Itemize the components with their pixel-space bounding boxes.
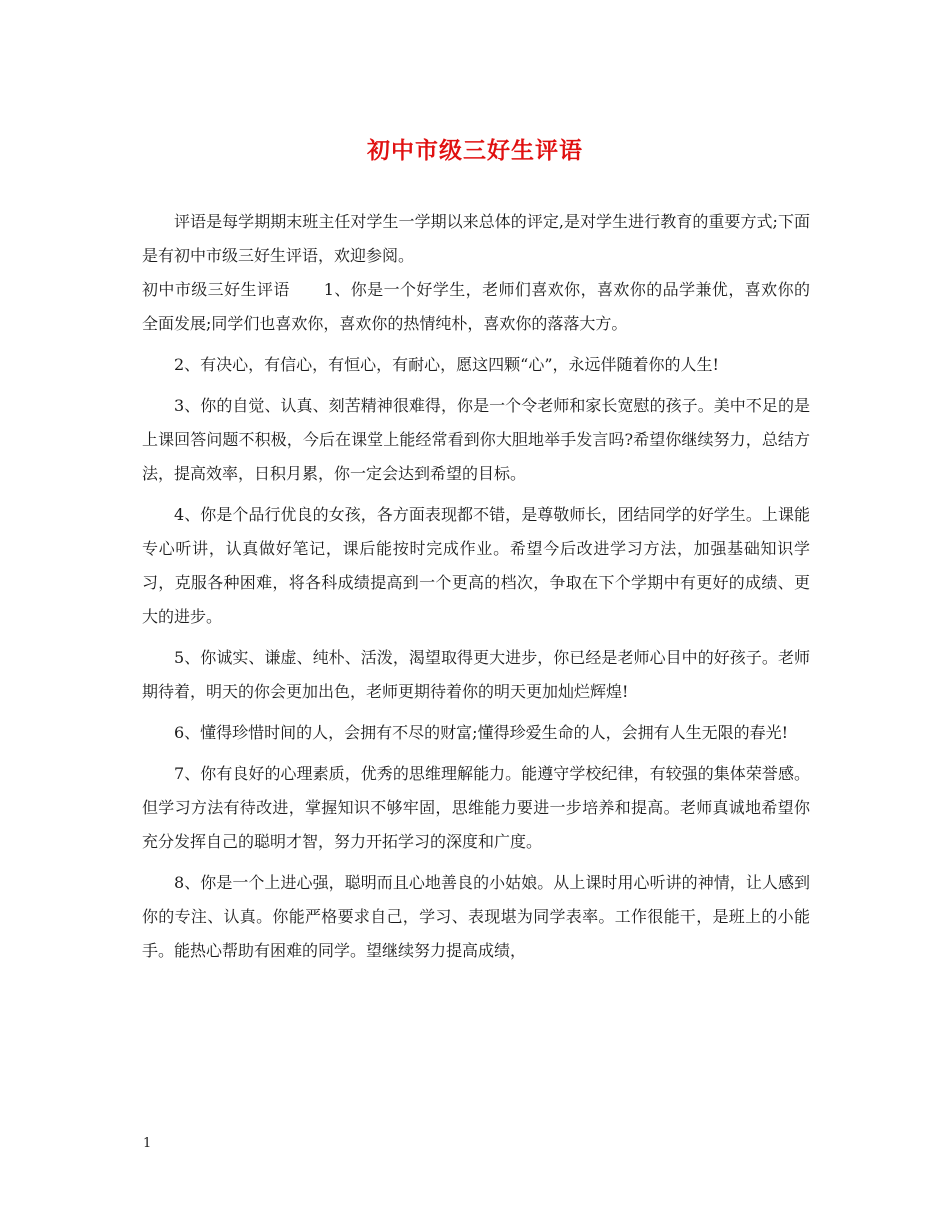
item-text-1: 1、你是一个好学生，老师们喜欢你，喜欢你的品学兼优，喜欢你的全面发展;同学们也喜欢你，喜欢你的热情纯朴，喜欢你的落落大方。 <box>142 280 810 333</box>
paragraph-item-3: 3、你的自觉、认真、刻苦精神很难得，你是一个令老师和家长宽慰的孩子。美中不足的是上课回答问题不积极，今后在课堂上能经常看到你大胆地举手发言吗?希望你继续努力，总结方法，提高效率，日积月累，你一定会达到希望的目标。 <box>142 396 810 483</box>
section-label: 初中市级三好生评语 <box>142 280 290 299</box>
intro-paragraph: 评语是每学期期末班主任对学生一学期以来总体的评定,是对学生进行教育的重要方式;下面是有初中市级三好生评语，欢迎参阅。 <box>142 212 810 265</box>
paragraph-item-8: 8、你是一个上进心强，聪明而且心地善良的小姑娘。从上课时用心听讲的神情，让人感到你的专注、认真。你能严格要求自己，学习、表现堪为同学表率。工作很能干，是班上的小能手。能热心帮助有困难的同学。望继续努力提高成绩， <box>142 873 810 960</box>
paragraph-item-4: 4、你是个品行优良的女孩，各方面表现都不错，是尊敬师长，团结同学的好学生。上课能专心听讲，认真做好笔记，课后能按时完成作业。希望今后改进学习方法，加强基础知识学习，克服各种困难，将各科成绩提高到一个更高的档次，争取在下个学期中有更好的成绩、更大的进步。 <box>142 505 810 626</box>
document-body <box>142 205 810 968</box>
paragraph-item-2: 2、有决心，有信心，有恒心，有耐心，愿这四颗“心”，永远伴随着你的人生! <box>174 355 719 374</box>
paragraph-item-6: 6、懂得珍惜时间的人，会拥有不尽的财富;懂得珍爱生命的人，会拥有人生无限的春光! <box>174 723 789 742</box>
page-number: 1 <box>143 1136 152 1151</box>
paragraph-item-1 <box>142 273 810 341</box>
document-title: 初中市级三好生评语 <box>367 137 583 164</box>
paragraph-item-5: 5、你诚实、谦虚、纯朴、活泼，渴望取得更大进步，你已经是老师心目中的好孩子。老师期待着，明天的你会更加出色，老师更期待着你的明天更加灿烂辉煌! <box>142 648 810 701</box>
paragraph-item-7: 7、你有良好的心理素质，优秀的思维理解能力。能遵守学校纪律，有较强的集体荣誉感。但学习方法有待改进，掌握知识不够牢固，思维能力要进一步培养和提高。老师真诚地希望你充分发挥自己的聪明才智，努力开拓学习的深度和广度。 <box>142 764 810 851</box>
